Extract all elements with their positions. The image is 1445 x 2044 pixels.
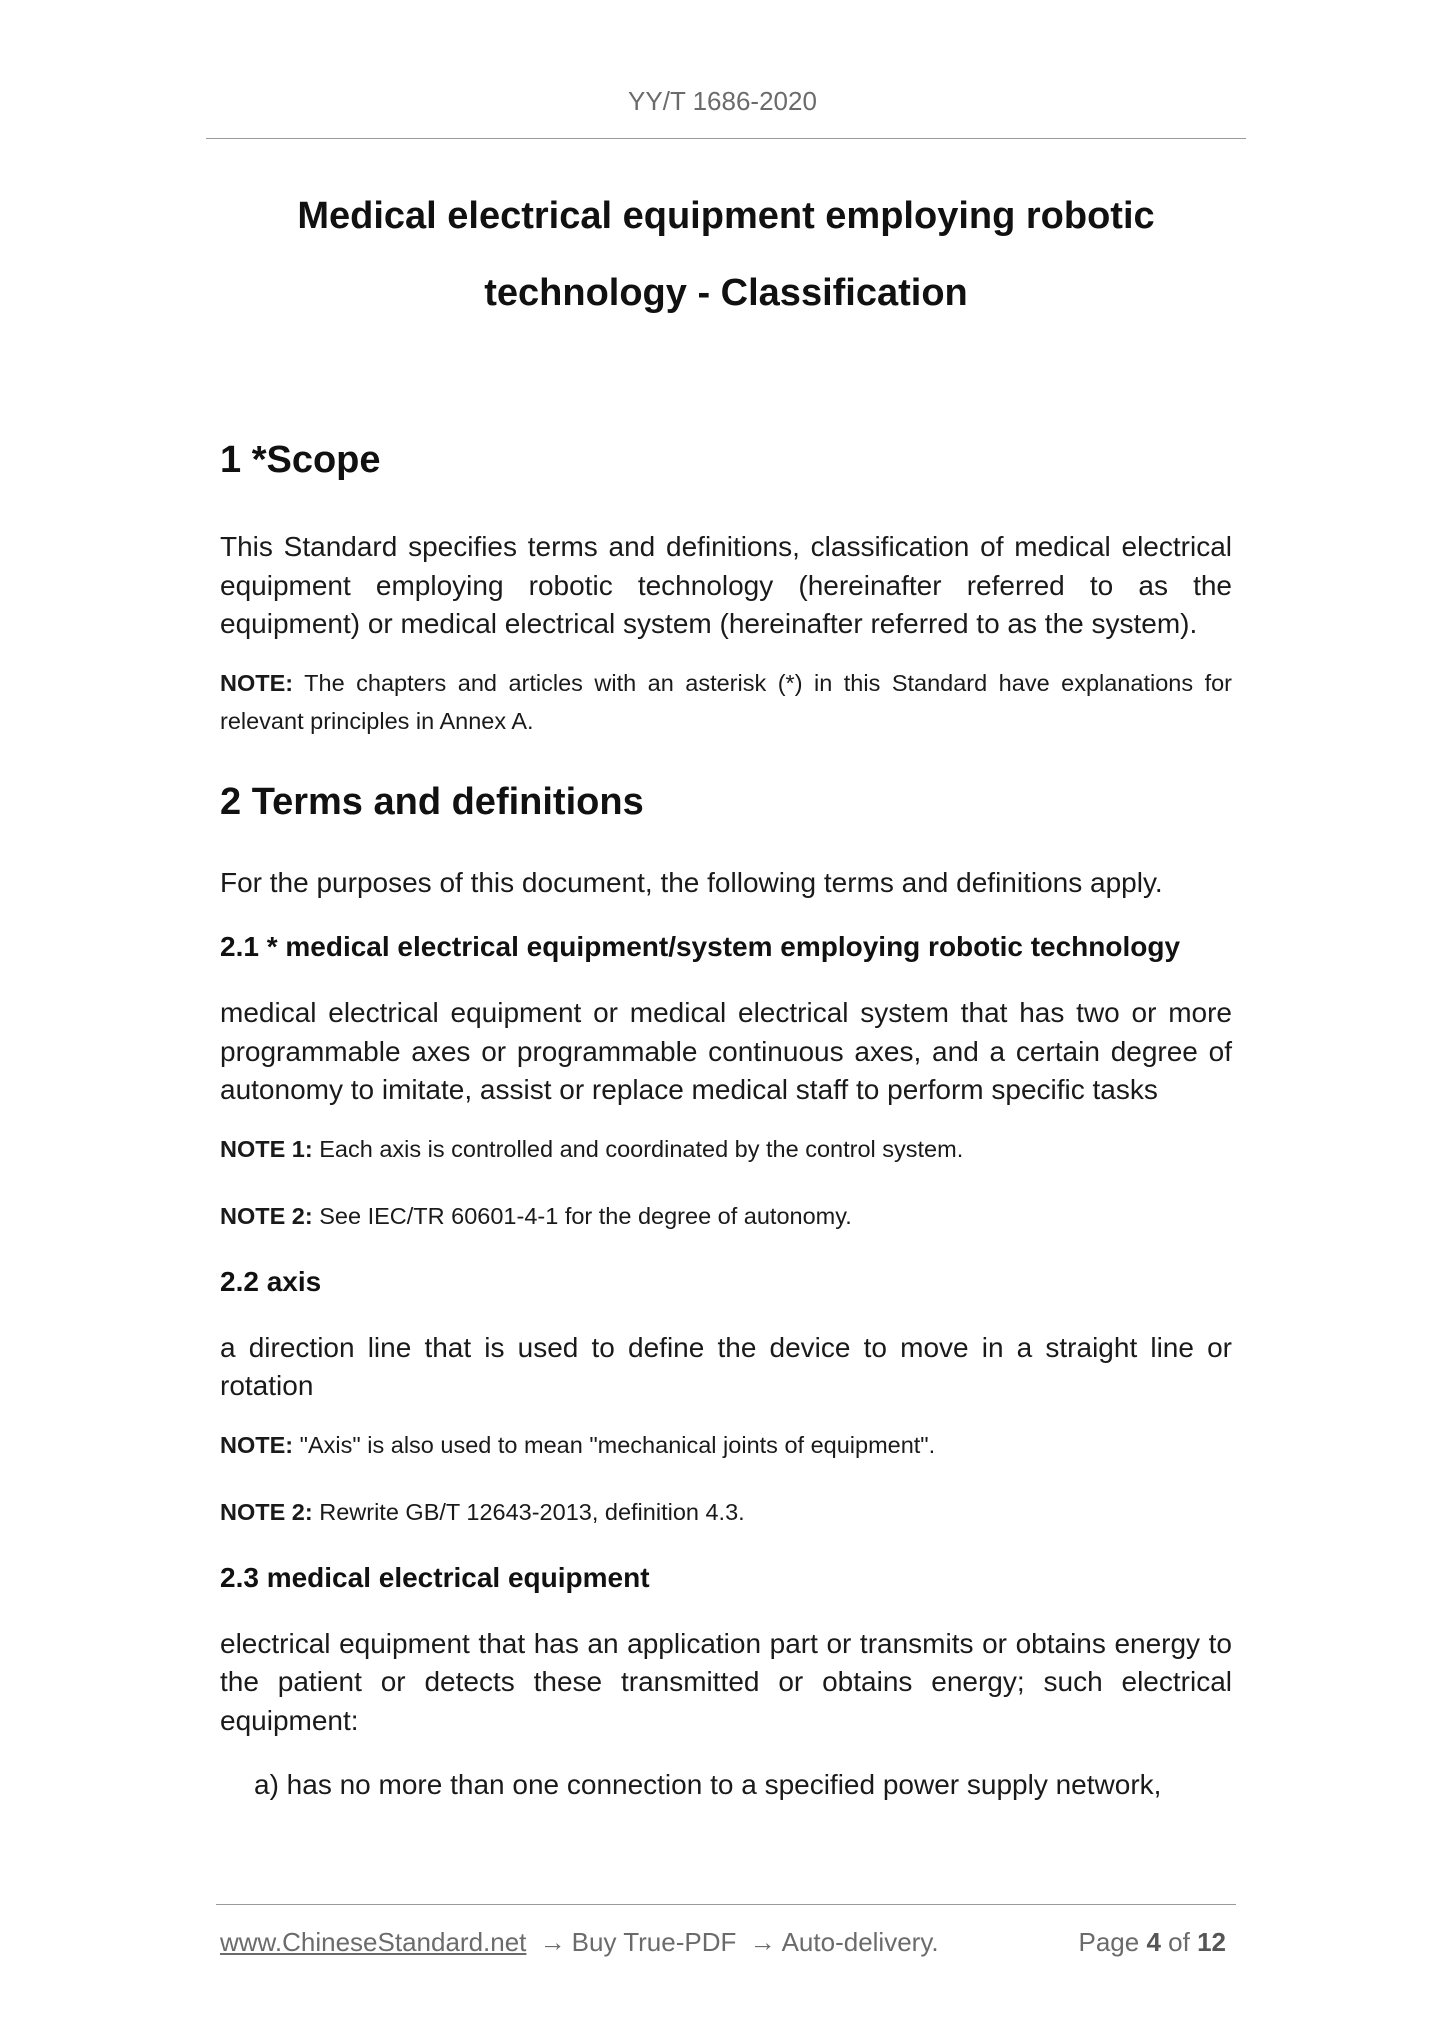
note-text: Each axis is controlled and coordinated by the control system.	[312, 1135, 964, 1162]
main-content	[220, 436, 1232, 1805]
term-2-2-note-1	[220, 1426, 1232, 1464]
title-line-2: technology - Classification	[484, 272, 968, 314]
document-code-header: YY/T 1686-2020	[628, 86, 817, 116]
note-label: NOTE 2:	[220, 1498, 313, 1525]
note-text: The chapters and articles with an asterisk (*) in this Standard have explanations for relevant principles in Annex A.	[220, 669, 1232, 734]
current-page-number: 4	[1146, 1927, 1161, 1957]
note-text: See IEC/TR 60601-4-1 for the degree of autonomy.	[312, 1202, 852, 1229]
scope-heading: 1 *Scope	[220, 439, 381, 481]
term-2-3-item-a: a) has no more than one connection to a specified power supply network,	[254, 1769, 1162, 1800]
term-2-3-title: 2.3 medical electrical equipment	[220, 1561, 650, 1593]
note-label: NOTE 2:	[220, 1202, 313, 1229]
note-label: NOTE 1:	[220, 1135, 313, 1162]
term-2-1-title: 2.1 * medical electrical equipment/system employing robotic technology	[220, 931, 1181, 962]
total-page-count: 12	[1197, 1927, 1226, 1957]
note-label: NOTE:	[220, 1431, 294, 1458]
term-2-1-note-1	[220, 1130, 1232, 1168]
terms-heading: 2 Terms and definitions	[220, 780, 644, 823]
term-2-2-title: 2.2 axis	[220, 1265, 322, 1297]
arrow-right-icon: →	[539, 1927, 566, 1957]
terms-intro: For the purposes of this document, the following terms and definitions apply.	[220, 866, 1163, 898]
term-2-1-note-2	[220, 1197, 1232, 1235]
page-footer	[220, 1924, 1232, 1960]
term-2-3-definition: electrical equipment that has an application part or transmits or obtains energy to the patient or detects these transmitted or obtains energy; such electrical equipment:	[220, 1627, 1232, 1736]
note-label: NOTE:	[220, 669, 294, 696]
page-indicator	[1078, 1924, 1226, 1960]
term-2-2-note-2	[220, 1493, 1232, 1531]
scope-paragraph: This Standard specifies terms and definitions, classification of medical electrical equipment employing robotic technology (hereinafter referred to as the equipment) or medical electrical system (hereinafter referred to as the system).	[220, 531, 1232, 639]
auto-delivery-text: Auto-delivery.	[781, 1927, 939, 1957]
term-2-1-definition: medical electrical equipment or medical electrical system that has two or more programmable axes or programmable continuous axes, and a certain degree of autonomy to imitate, assist or replace medical staff to perform specific tasks	[220, 997, 1232, 1105]
note-text: "Axis" is also used to mean "mechanical joints of equipment".	[293, 1431, 936, 1458]
site-link[interactable]: www.ChineseStandard.net	[220, 1927, 527, 1957]
scope-note	[220, 664, 1232, 740]
note-text: Rewrite GB/T 12643-2013, definition 4.3.	[312, 1498, 745, 1525]
page-word: Page	[1078, 1927, 1140, 1957]
arrow-right-icon: →	[749, 1927, 776, 1957]
term-2-2-definition: a direction line that is used to define the device to move in a straight line or rotation	[220, 1331, 1232, 1401]
of-word: of	[1168, 1927, 1190, 1957]
title-line-1: Medical electrical equipment employing robotic	[297, 195, 1155, 237]
buy-true-pdf-text: Buy True-PDF	[571, 1927, 737, 1957]
footer-divider	[216, 1904, 1236, 1905]
page-title	[206, 178, 1246, 332]
header-divider	[206, 138, 1246, 139]
